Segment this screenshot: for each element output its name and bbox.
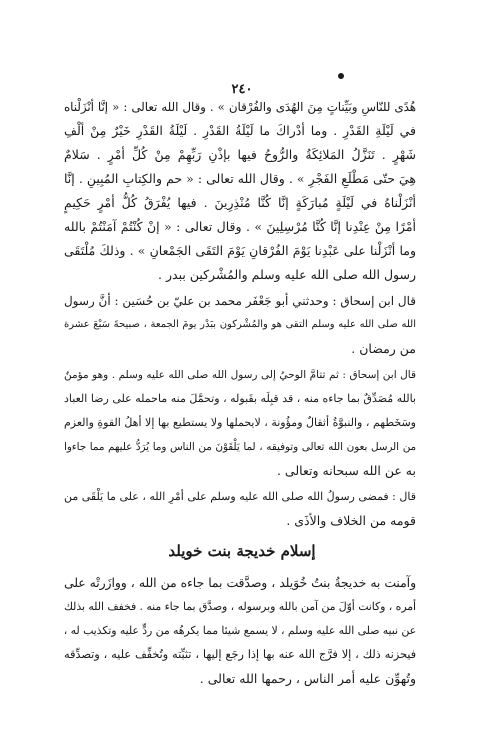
text-line: وما أنْزَلْنا على عَبْدِنا يَوْمَ الفُرْقانِ يَوْمَ التَقَى الجَمْعانِ » . وذلكَ مُلْتَقَى: [64, 243, 416, 258]
text-line: أمْرًا مِنْ عِنْدِنا إنَّا كُنَّا مُرْسِلِينَ » . وقال تعالى : « إنْ كُنْتُمْ آمَنْتُمْ بالله: [64, 219, 416, 234]
section-heading: إسلام خديجة بنت خويلد: [168, 542, 316, 560]
text-line: الله صلى الله عليه وسلم التقى هو والمُشْركون ببَدْر يومَ الجمعة ، صبيحةَ سَبْعَ عشرة: [64, 319, 416, 330]
text-line: قال ابن إسحاق : ثم تتامَّ الوحيُ إلى رسول الله صلى الله عليه وسلم . وهو مؤمنٌ: [64, 369, 416, 381]
text-line: رسول الله صلى الله عليه وسلم والمُشْركين ببدر .: [158, 267, 416, 282]
text-line: وتُهوِّن عليه أمر الناس ، رحمها الله تعالى .: [199, 671, 416, 686]
text-line: شَهْرٍ . تَنَزَّلُ المَلائِكَةُ والرُّوحُ فيها بإذْنِ رَبِّهِمْ مِنْ كُلِّ أمْرٍ . سَلامٌ: [64, 147, 416, 162]
text-line: هُدًى للنّاسِ وبَيِّناتٍ مِنَ الهُدَى والفُرْقان » . وقال الله تعالى : « إنَّا أنْزَلْناه: [64, 100, 416, 114]
text-line: قال ابن إسحاق : وحدثني أبو جَعْفَر محمد بن عليّ بن حُسَين : أنَّ رسول: [64, 294, 416, 308]
text-line: من الرسل بعون الله تعالى وتوفيقه ، لما يَلْقَوْنَ من الناس وما يُرَدُّ عليهم مما جاءوا: [64, 441, 416, 453]
text-line: من رمضان .: [351, 341, 416, 356]
text-line: وآمنت به خديجةُ بنتُ خُوَيلد ، وصدَّقت بما جاءه من الله ، ووازَرتْه على: [64, 576, 416, 590]
bullet-mark: [338, 73, 344, 79]
text-line: هِيَ حتّى مَطْلَعِ الفَجْرِ » . وقال الله تعالى : « حم والكِتابِ المُبِينِ . إنَّا: [64, 171, 416, 186]
text-line: به عن الله سبحانه وتعالى .: [276, 463, 416, 478]
text-line: فيحزنه ذلك ، إلا فرَّج الله عنه بها إذا رجَع إليها ، تثبِّته وتُخفِّف عليه ، وتصدِّقه: [64, 648, 416, 661]
page-number: ٢٤٠: [231, 82, 253, 97]
text-line: أمره ، وكانت أوّلَ من آمن بالله وبرسوله ، وصدَّق بما جاء منه . فخفف الله بذلك: [64, 600, 416, 613]
text-line: قال : فمضى رسولُ الله صلى الله عليه وسلم على أمْرِ الله ، على ما يَلْقَى من: [64, 490, 416, 503]
text-line: أنْزَلْناهُ في لَيْلَةٍ مُبارَكَةٍ إنَّا كُنَّا مُنْذِرِينَ . فيها يُفْرَقُ كُلُّ أمْرٍ حَكِيمٍ: [64, 195, 416, 210]
text-line: عن نبيه صلى الله عليه وسلم ، لا يسمع شيئا مما يكرهُه من ردٍّ عليه وتكذيب له ،: [64, 624, 416, 637]
text-line: وسَخَطهم ، والنبوَّةُ أثقالٌ ومؤُونة ، لايحملها ولا يستطيع بها إلا أهلُ القوةِ والعزم: [64, 416, 416, 429]
text-line: قومه من الخلاف والأذَى .: [286, 513, 416, 528]
text-line: في لَيْلَةِ القَدْرِ . وما أدْراكَ ما لَيْلَةُ القَدْرِ . لَيْلَةُ القَدْرِ خَيْرٌ مِنْ ألْفِ: [64, 123, 416, 138]
text-line: بالله مُصَدِّقٌ بما جاءه منه ، قد قبِلَه بقَبوله ، وتحمَّلَ منه ماحمله على رضا العباد: [64, 392, 416, 405]
